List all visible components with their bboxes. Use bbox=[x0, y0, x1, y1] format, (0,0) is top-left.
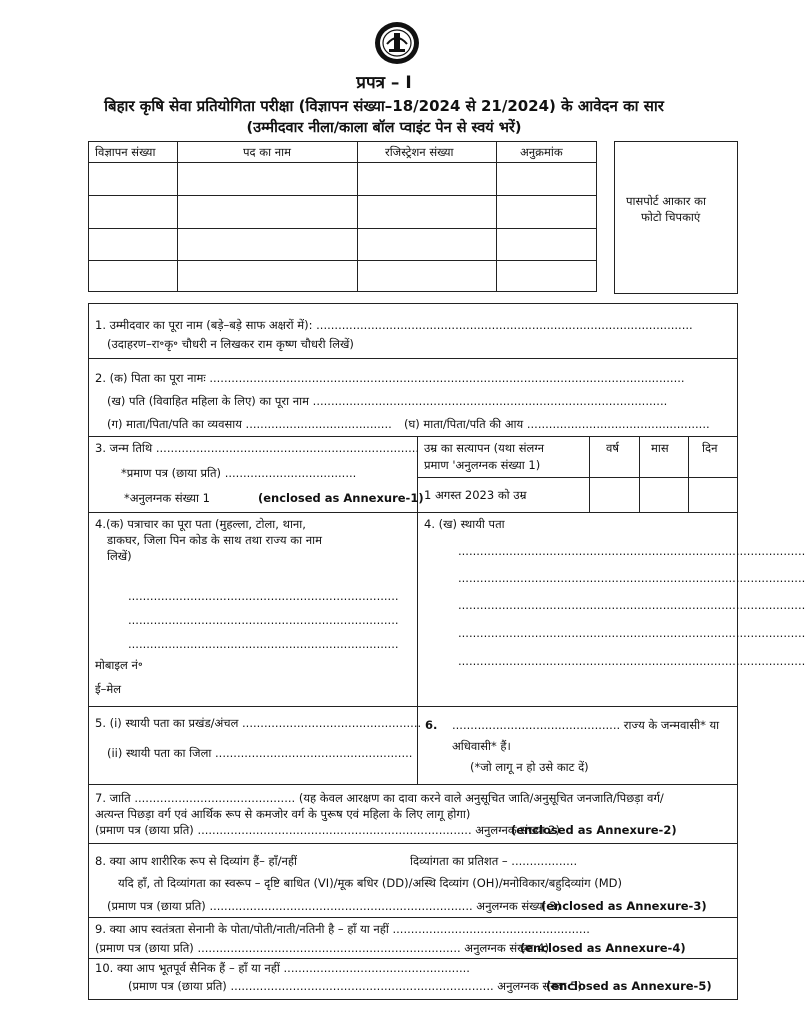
correspondence-address-line[interactable]: .......................................................................... bbox=[128, 589, 399, 603]
correspondence-address-label-3: लिखें) bbox=[107, 549, 132, 563]
domicile-number: 6. bbox=[425, 718, 438, 732]
permanent-address-line[interactable]: ............................................................................................... bbox=[458, 544, 805, 558]
table-header-advt-no: विज्ञापन संख्या bbox=[95, 145, 156, 159]
permanent-address-line[interactable]: ............................................................................................... bbox=[458, 654, 805, 668]
form-subtitle: बिहार कृषि सेवा प्रतियोगिता परीक्षा (विज्ञापन संख्या–18/2024 से 21/2024) के आवेदन का सार bbox=[104, 97, 664, 115]
correspondence-address-label-2: डाकघर, जिला पिन कोड के साथ तथा राज्य का नाम bbox=[107, 533, 322, 547]
dob-annexure-hi: *अनुलग्नक संख्या 1 bbox=[124, 491, 210, 505]
ex-serviceman-certificate: (प्रमाण पत्र (छाया प्रति) ........................................................................ अनुलग्नक संख्या 5) bbox=[128, 979, 582, 993]
caste-certificate: (प्रमाण पत्र (छाया प्रति) ........................................................................... अनुलग्नक संख्या 2) bbox=[95, 823, 560, 837]
mobile-label: मोबाइल नं॰ bbox=[95, 658, 143, 672]
dob-field[interactable]: 3. जन्म तिथि ........................................................................ bbox=[95, 441, 420, 455]
email-label: ई–मेल bbox=[95, 682, 122, 696]
ex-serviceman-annexure-en: (enclosed as Annexure-5) bbox=[546, 979, 712, 993]
caste-field[interactable]: 7. जाति ............................................ (यह केवल आरक्षण का दावा करने वाले अनुसूचित जाति/अनुसूचित जनजाति/पिछड़ा वर्ग/ bbox=[95, 791, 664, 805]
permanent-address-line[interactable]: ............................................................................................... bbox=[458, 598, 805, 612]
photo-box-line1: पासपोर्ट आकार का bbox=[626, 194, 706, 208]
domicile-state-field[interactable]: .............................................. राज्य के जन्मवासी* या bbox=[452, 718, 720, 732]
full-name-field[interactable]: 1. उम्मीदवार का पूरा नाम (बड़े–बड़े साफ अक्षरों में): ....................................................................................................... bbox=[95, 318, 693, 332]
permanent-address-line[interactable]: ............................................................................................... bbox=[458, 626, 805, 640]
age-verification-label-1: उम्र का सत्यापन (यथा संलग्न bbox=[424, 441, 544, 455]
disability-type: यदि हाँ, तो दिव्यांगता का स्वरूप – दृष्टि बाधित (VI)/मूक बधिर (DD)/अस्थि दिव्यांग (OH)/मनोविकार/बहुदिव्यांग (MD) bbox=[118, 876, 623, 890]
ex-serviceman-question[interactable]: 10. क्या आप भूतपूर्व सैनिक हैं – हाँ या नहीं ................................................... bbox=[95, 961, 470, 975]
freedom-fighter-certificate: (प्रमाण पत्र (छाया प्रति) ........................................................................ अनुलग्नक संख्या 4) bbox=[95, 941, 549, 955]
full-name-example: (उदाहरण–रा॰कृ॰ चौधरी न लिखकर राम कृष्ण चौधरी लिखें) bbox=[107, 337, 354, 351]
freedom-fighter-annexure-en: (enclosed as Annexure-4) bbox=[520, 941, 686, 955]
permanent-address-line[interactable]: ............................................................................................... bbox=[458, 571, 805, 585]
caste-annexure-en: (enclosed as Annexure-2) bbox=[511, 823, 677, 837]
table-header-roll-no: अनुक्रमांक bbox=[520, 145, 563, 159]
permanent-address-label: 4. (ख) स्थायी पता bbox=[424, 517, 505, 531]
domicile-note: (*जो लागू न हो उसे काट दें) bbox=[470, 760, 589, 774]
husband-name-field[interactable]: (ख) पति (विवाहित महिला के लिए) का पूरा नाम ................................................................................................. bbox=[107, 394, 668, 408]
father-name-field[interactable]: 2. (क) पिता का पूरा नामः .................................................................................................................................. bbox=[95, 371, 685, 385]
photo-box-line2: फोटो चिपकाएं bbox=[641, 210, 701, 224]
correspondence-address-line[interactable]: .......................................................................... bbox=[128, 613, 399, 627]
form-instruction: (उम्मीदवार नीला/काला बॉल प्वाइंट पेन से स्वयं भरें) bbox=[246, 120, 522, 136]
emblem-seal-icon bbox=[373, 20, 421, 66]
disability-percent-field[interactable]: दिव्यांगता का प्रतिशत – .................. bbox=[410, 854, 578, 868]
caste-note: अत्यन्त पिछड़ा वर्ग एवं आर्थिक रूप से कमजोर वर्ग के पुरूष एवं महिला के लिए लागू होगा) bbox=[95, 807, 471, 821]
form-title: प्रपत्र – I bbox=[356, 73, 412, 93]
correspondence-address-line[interactable]: .......................................................................... bbox=[128, 637, 399, 651]
age-day-header: दिन bbox=[702, 441, 718, 455]
district-field[interactable]: (ii) स्थायी पता का जिला ...................................................... bbox=[107, 746, 413, 760]
disability-annexure-en: (enclosed as Annexure-3) bbox=[541, 899, 707, 913]
dob-certificate: *प्रमाण पत्र (छाया प्रति) .................................... bbox=[121, 466, 357, 480]
age-month-header: मास bbox=[651, 441, 669, 455]
block-field[interactable]: 5. (i) स्थायी पता का प्रखंड/अंचल ................................................. bbox=[95, 716, 422, 730]
disability-certificate: (प्रमाण पत्र (छाया प्रति) ........................................................................ अनुलग्नक संख्या 3) bbox=[107, 899, 561, 913]
disability-question[interactable]: 8. क्या आप शारीरिक रूप से दिव्यांग हैं– हाँ/नहीं bbox=[95, 854, 297, 868]
table-header-post-name: पद का नाम bbox=[243, 145, 291, 159]
table-header-registration-no: रजिस्ट्रेशन संख्या bbox=[385, 145, 454, 159]
age-year-header: वर्ष bbox=[606, 441, 620, 455]
parent-occupation-field[interactable]: (ग) माता/पिता/पति का व्यवसाय ........................................ bbox=[107, 417, 392, 431]
age-on-date-label: 1 अगस्त 2023 को उम्र bbox=[424, 488, 527, 502]
dob-annexure-en: (enclosed as Annexure-1) bbox=[258, 491, 424, 505]
domicile-line2: अधिवासी* हैं। bbox=[452, 739, 511, 753]
parent-income-field[interactable]: (घ) माता/पिता/पति की आय .................................................. bbox=[404, 417, 710, 431]
age-verification-label-2: प्रमाण 'अनुलग्नक संख्या 1) bbox=[424, 458, 541, 472]
freedom-fighter-question[interactable]: 9. क्या आप स्वतंत्रता सेनानी के पोता/पोती/नाती/नतिनी है – हाँ या नहीं ...................................................... bbox=[95, 922, 590, 936]
correspondence-address-label-1: 4.(क) पत्राचार का पूरा पता (मुहल्ला, टोला, थाना, bbox=[95, 517, 306, 531]
